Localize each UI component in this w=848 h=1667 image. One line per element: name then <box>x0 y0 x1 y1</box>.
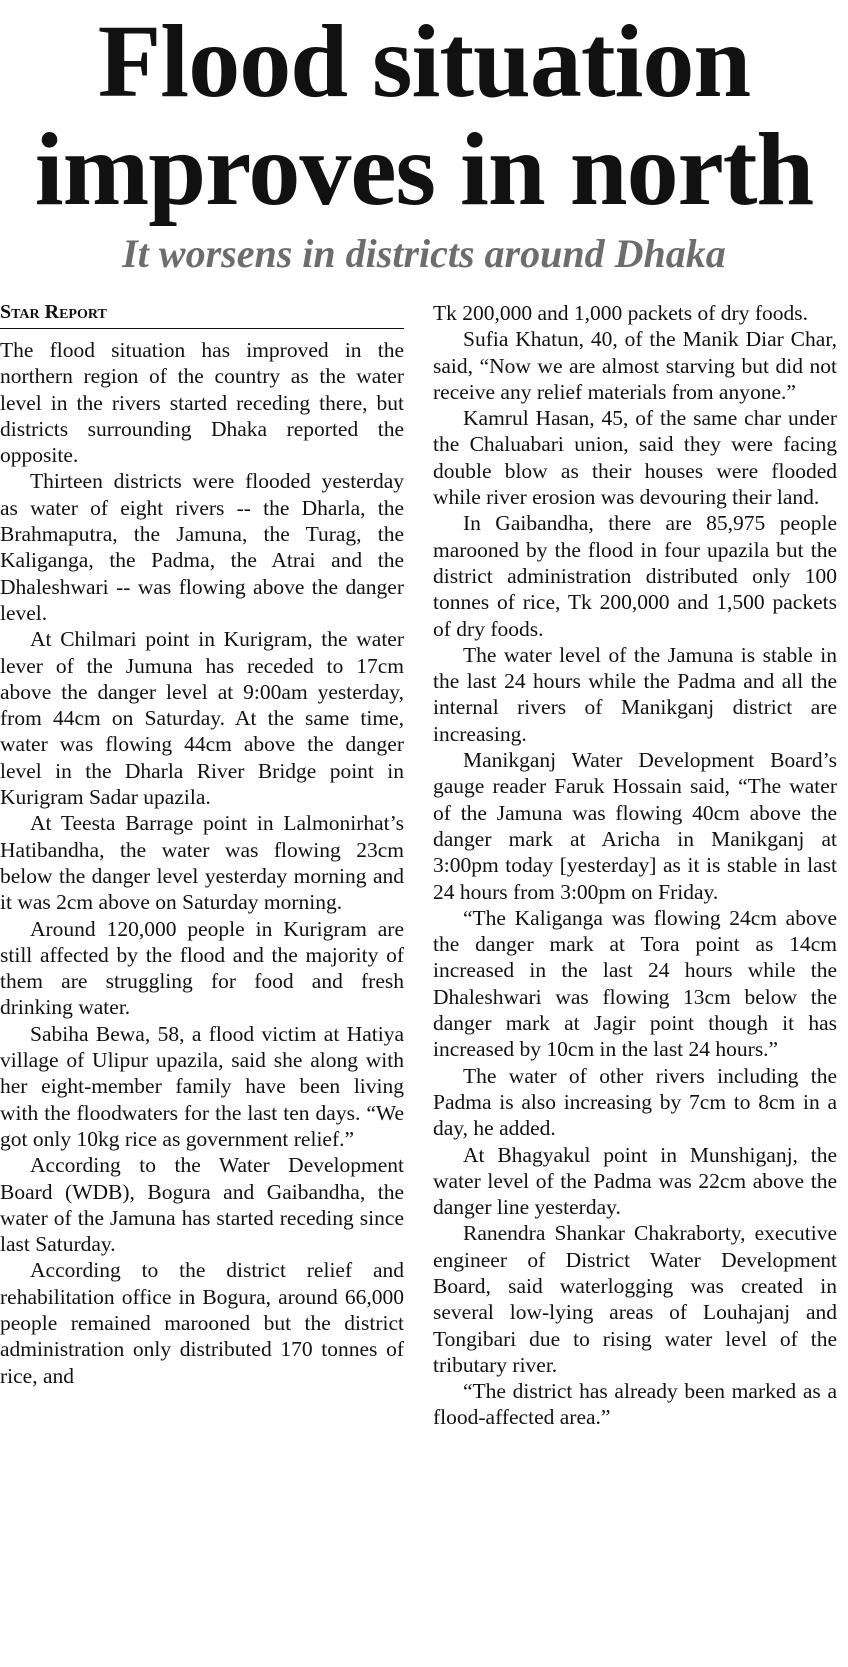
paragraph: The water of other rivers including the Padma is also increasing by 7cm to 8cm in a day, he added. <box>433 1063 837 1141</box>
article-column-right <box>433 300 837 1431</box>
paragraph: Thirteen districts were flooded yesterday as water of eight rivers -- the Dharla, the Brahmaputra, the Jamuna, the Turag, the Kaliganga, the Padma, the Atrai and the Dhaleshwari -- was flowing above the danger level. <box>0 469 404 625</box>
paragraph: “The district has already been marked as a flood-affected area.” <box>433 1379 837 1430</box>
paragraph: In Gaibandha, there are 85,975 people marooned by the flood in four upazila but the district administration distributed only 100 tonnes of rice, Tk 200,000 and 1,500 packets of dry foods. <box>433 511 837 641</box>
paragraph: According to the district relief and rehabilitation office in Bogura, around 66,000 people remained marooned but the district administration only distributed 170 tonnes of rice, and <box>0 1258 404 1388</box>
byline: Star Report <box>0 300 404 329</box>
paragraph: Sufia Khatun, 40, of the Manik Diar Char, said, “Now we are almost starving but did not receive any relief materials from anyone.” <box>433 327 837 404</box>
paragraph: The water level of the Jamuna is stable in the last 24 hours while the Padma and all the internal rivers of Manikganj district are increasing. <box>433 642 837 746</box>
paragraph: Ranendra Shankar Chakraborty, executive engineer of District Water Development Board, said waterlogging was created in several low-lying areas of Louhajanj and Tongibari due to rising water level of the tributary river. <box>433 1221 837 1377</box>
paragraph: Tk 200,000 and 1,000 packets of dry foods. <box>433 301 808 325</box>
headline-line-2: improves in north <box>34 112 814 227</box>
paragraph: At Bhagyakul point in Munshiganj, the water level of the Padma was 22cm above the danger line yesterday. <box>433 1142 837 1220</box>
headline <box>0 4 848 227</box>
paragraph: “The Kaliganga was flowing 24cm above the danger mark at Tora point as 14cm increased in the last 24 hours while the Dhaleshwari was flowing 13cm below the danger mark at Jagir point though it has increased by 10cm in the last 24 hours.” <box>433 905 837 1062</box>
paragraph: The flood situation has improved in the northern region of the country as the water level in the rivers started receding there, but districts surrounding Dhaka reported the opposite. <box>0 338 404 468</box>
article-column-left <box>0 300 404 1389</box>
paragraph: According to the Water Development Board (WDB), Bogura and Gaibandha, the water of the Jamuna has started receding since last Saturday. <box>0 1153 404 1257</box>
paragraph: Sabiha Bewa, 58, a flood victim at Hatiya village of Ulipur upazila, said she along with her eight-member family have been living with the floodwaters for the last ten days. “We got only 10kg rice as government relief.” <box>0 1021 404 1151</box>
paragraph: At Chilmari point in Kurigram, the water lever of the Jumuna has receded to 17cm above the danger level at 9:00am yesterday, from 44cm on Saturday. At the same time, water was flowing 44cm above the danger level in the Dharla River Bridge point in Kurigram Sadar upazila. <box>0 627 404 810</box>
paragraph: Manikganj Water Development Board’s gauge reader Faruk Hossain said, “The water of the Jamuna was flowing 40cm above the danger mark at Aricha in Manikganj at 3:00pm today [yesterday] as it is stable in last 24 hours from 3:00pm on Friday. <box>433 748 837 904</box>
paragraph: Kamrul Hasan, 45, of the same char under the Chaluabari union, said they were facing double blow as their houses were flooded while river erosion was devouring their land. <box>433 406 837 510</box>
paragraph: Around 120,000 people in Kurigram are still affected by the flood and the majority of them are struggling for food and fresh drinking water. <box>0 916 404 1020</box>
headline-line-1: Flood situation <box>97 4 751 119</box>
paragraph: At Teesta Barrage point in Lalmonirhat’s Hatibandha, the water was flowing 23cm below the danger level yesterday morning and it was 2cm above on Saturday morning. <box>0 811 404 915</box>
subheadline: It worsens in districts around Dhaka <box>122 231 726 276</box>
